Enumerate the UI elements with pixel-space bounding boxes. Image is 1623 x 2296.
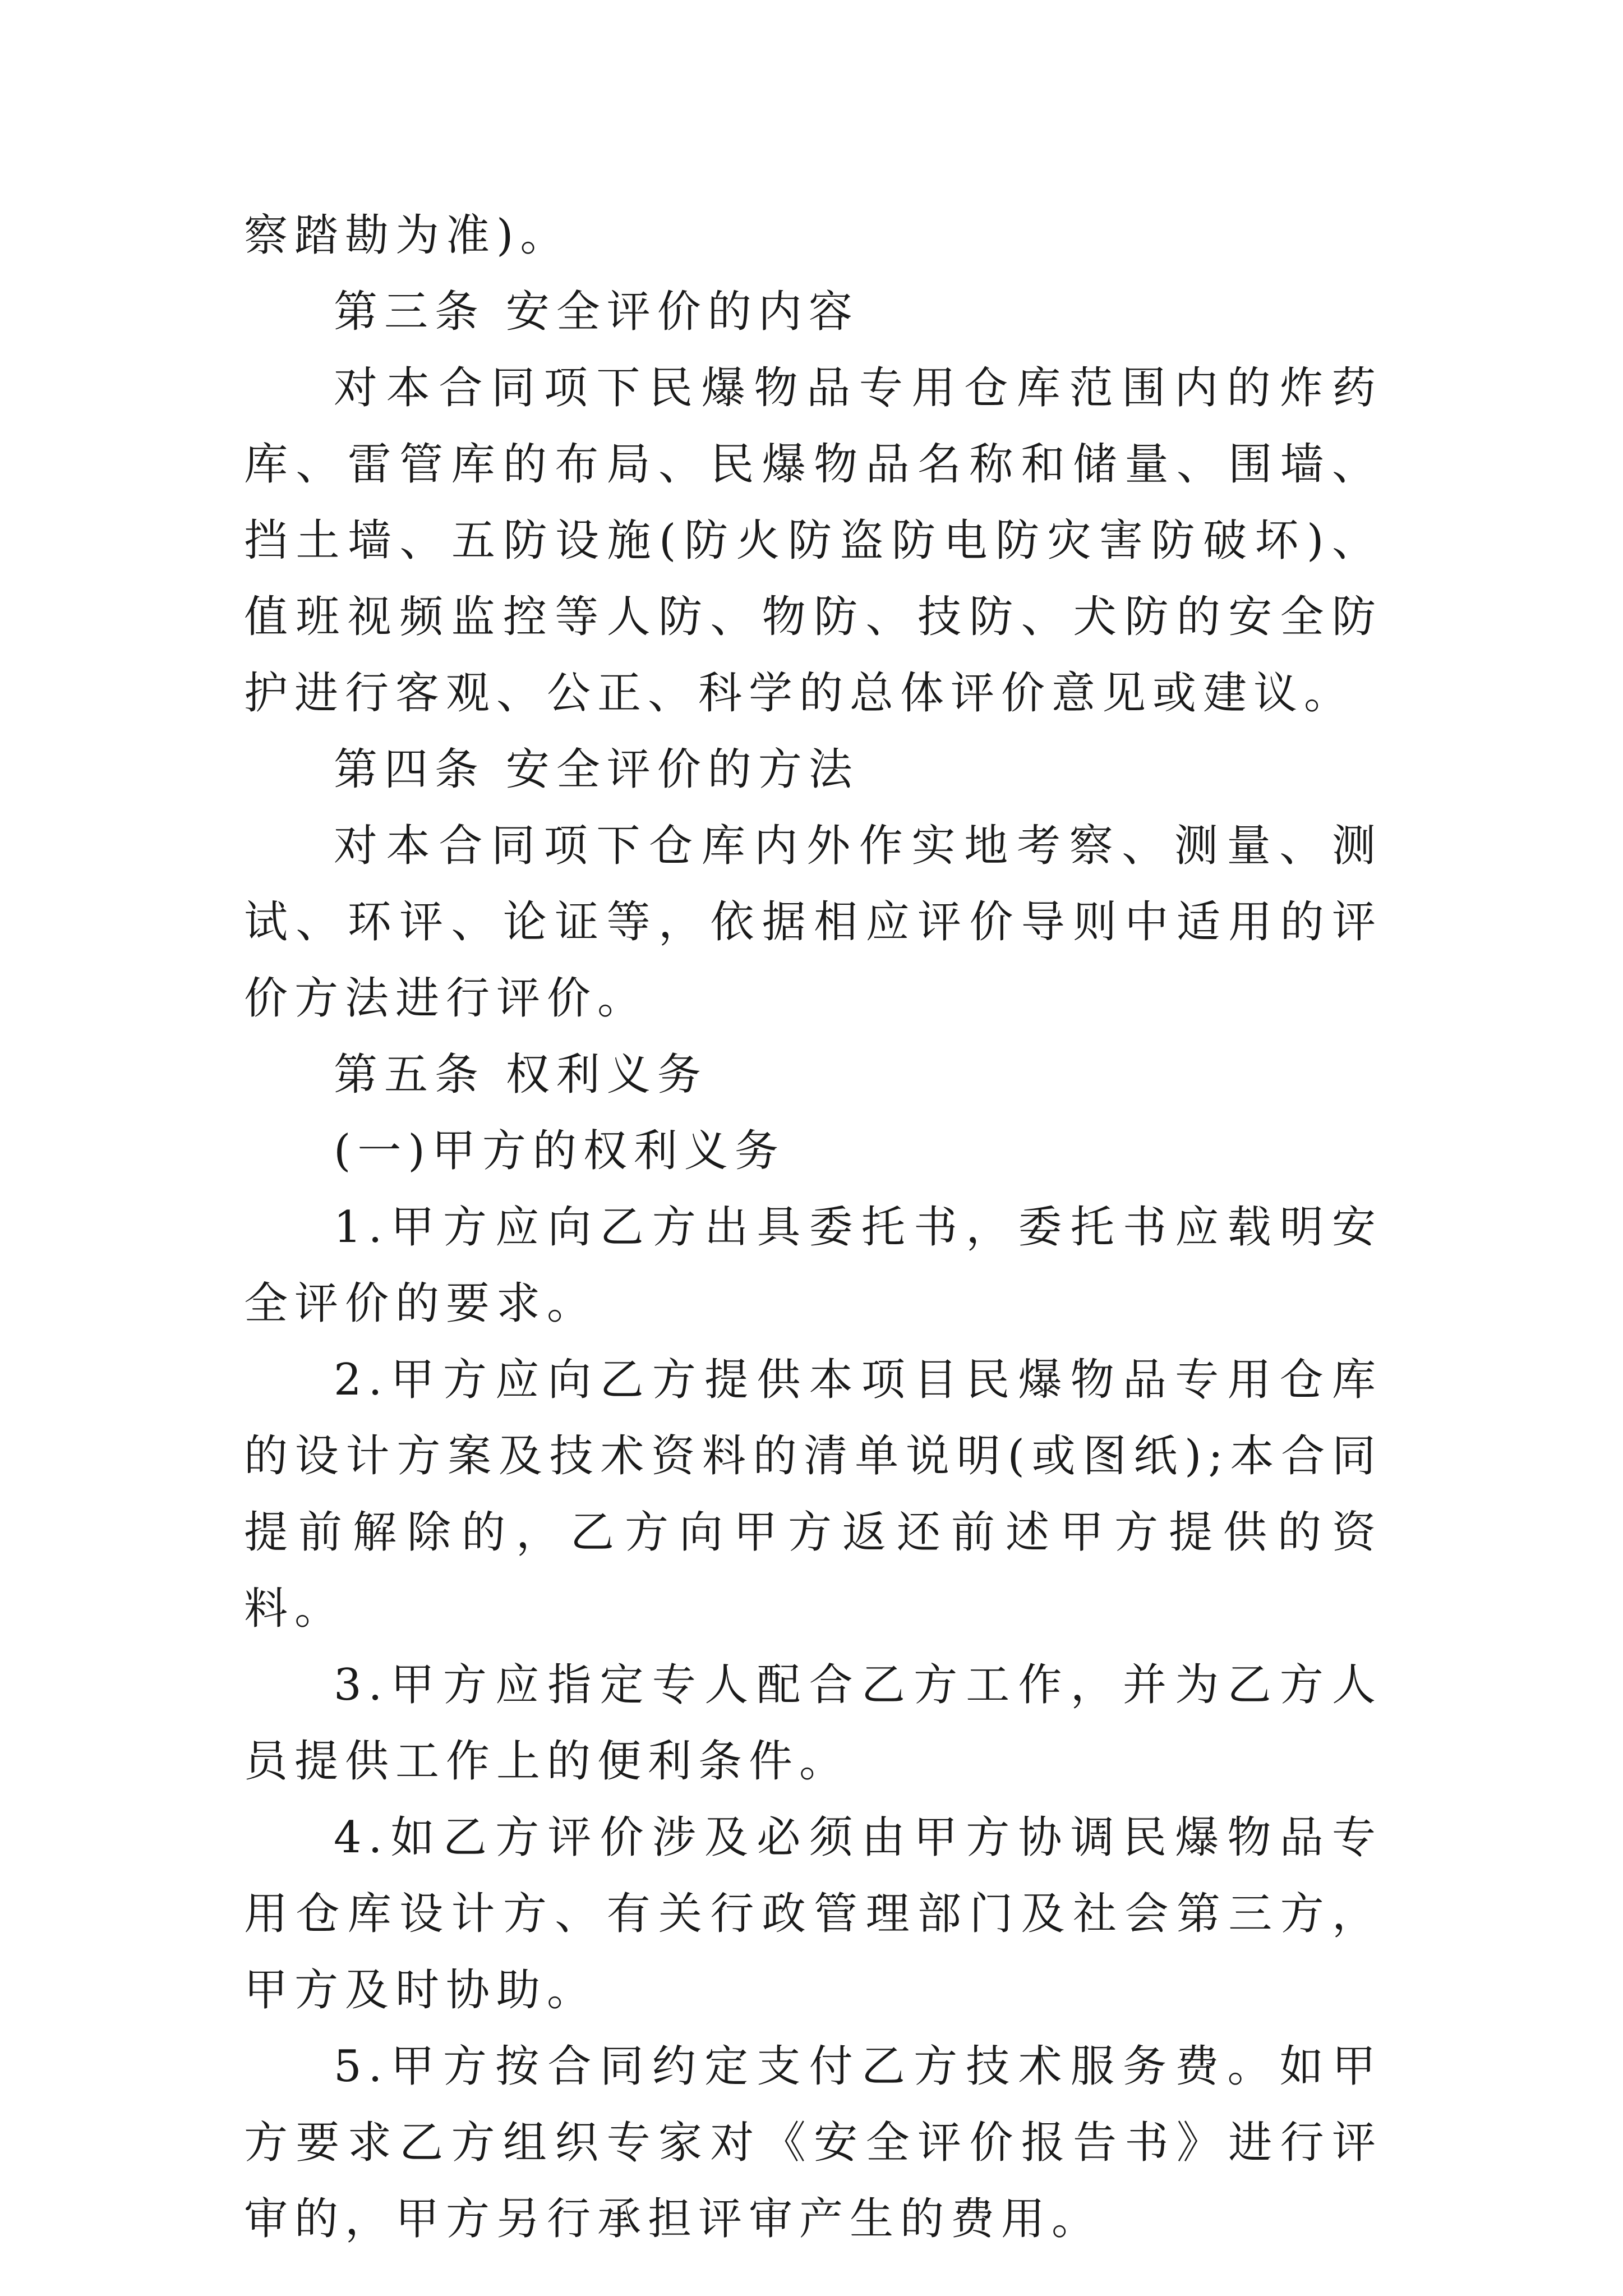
article-4-heading: 第四条 安全评价的方法: [334, 744, 859, 795]
party-a-item-3: 3.甲方应指定专人配合乙方工作，并为乙方人员提供工作上的便利条件。: [244, 1660, 1382, 1787]
party-a-item-1: 1.甲方应向乙方出具委托书，委托书应载明安全评价的要求。: [244, 1202, 1382, 1329]
party-a-item-4: 4.如乙方评价涉及必须由甲方协调民爆物品专用仓库设计方、有关行政管理部门及社会第三方，甲方及时协助。: [244, 1812, 1382, 2016]
article-5-heading: 第五条 权利义务: [334, 1050, 708, 1100]
party-a-item-5: 5.甲方按合同约定支付乙方技术服务费。如甲方要求乙方组织专家对《安全评价报告书》进行评审的，甲方另行承担评审产生的费用。: [244, 2041, 1382, 2244]
article-3-heading: 第三条 安全评价的内容: [334, 287, 859, 337]
paragraph-continuation: 察踏勘为准)。: [244, 210, 571, 261]
party-a-item-2: 2.甲方应向乙方提供本项目民爆物品专用仓库的设计方案及技术资料的清单说明(或图纸);本合同提前解除的，乙方向甲方返还前述甲方提供的资料。: [244, 1355, 1382, 1634]
document-body: [244, 197, 1382, 2257]
article-3-body: 对本合同项下民爆物品专用仓库范围内的炸药库、雷管库的布局、民爆物品名称和储量、围墙、挡土墙、五防设施(防火防盗防电防灾害防破坏)、值班视频监控等人防、物防、技防、犬防的安全防护进行客观、公正、科学的总体评价意见或建议。: [244, 363, 1382, 719]
article-4-body: 对本合同项下仓库内外作实地考察、测量、测试、环评、论证等，依据相应评价导则中适用的评价方法进行评价。: [244, 821, 1382, 1024]
section-party-a-heading: (一)甲方的权利义务: [334, 1126, 785, 1176]
